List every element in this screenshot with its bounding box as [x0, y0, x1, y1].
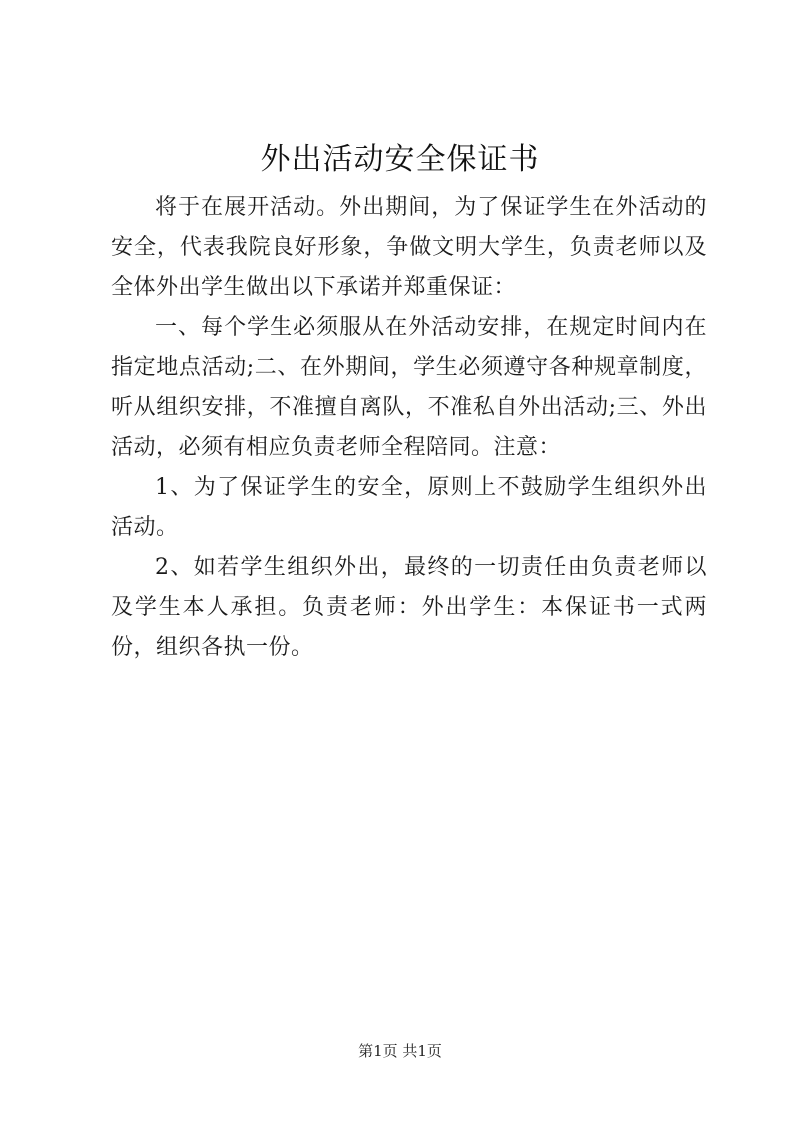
- paragraph-rules: 一、每个学生必须服从在外活动安排，在规定时间内在指定地点活动;二、在外期间，学生必须遵守各种规章制度，听从组织安排，不准擅自离队，不准私自外出活动;三、外出活动，必须有相应负责老师全程陪同。注意：: [111, 315, 707, 460]
- page-number: 第1页 共1页: [358, 1042, 442, 1060]
- document-title: 外出活动安全保证书: [260, 142, 540, 177]
- paragraph-note-2: 2、如若学生组织外出，最终的一切责任由负责老师以及学生本人承担。负责老师：外出学生：本保证书一式两份，组织各执一份。: [111, 555, 707, 660]
- document-body: [111, 188, 707, 668]
- paragraph-intro: 将于在展开活动。外出期间，为了保证学生在外活动的安全，代表我院良好形象，争做文明大学生，负责老师以及全体外出学生做出以下承诺并郑重保证：: [111, 195, 707, 300]
- paragraph-note-1: 1、为了保证学生的安全，原则上不鼓励学生组织外出活动。: [111, 475, 707, 540]
